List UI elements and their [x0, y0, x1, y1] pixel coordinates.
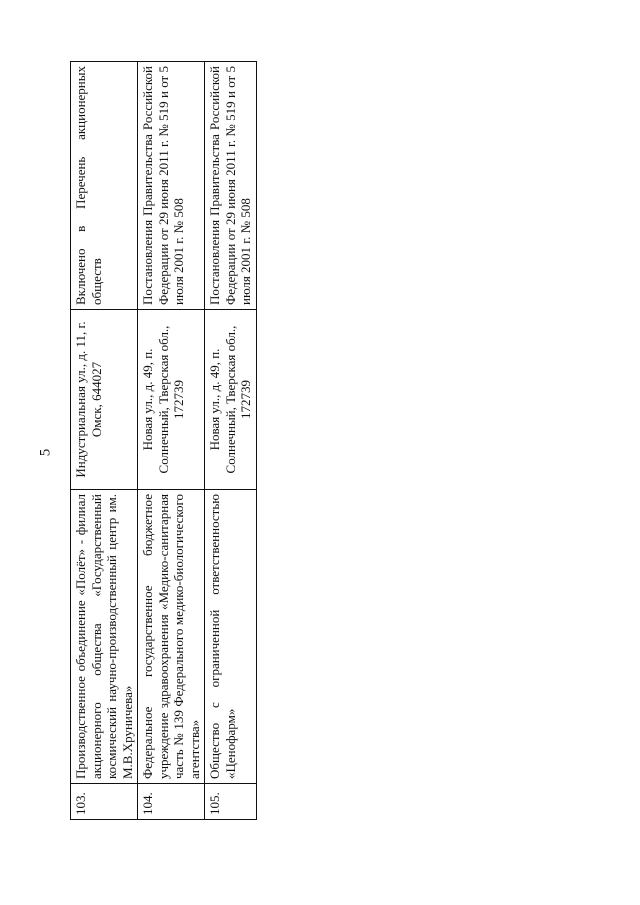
page-number: 5 — [37, 448, 54, 457]
organization-name: Производственное объединение «Полёт» - филиал акционерного общества «Государственный космический научно-производственный центр им. М.В.Хруничева» — [71, 490, 138, 784]
organization-address: Новая ул., д. 49, п. Солнечный, Тверская обл., 172739 — [138, 310, 205, 490]
organization-address: Новая ул., д. 49, п. Солнечный, Тверская обл., 172739 — [205, 310, 257, 490]
organization-name: Федеральное государственное бюджетное учреждение здравоохранения «Медико-санитарная часть № 139 Федерального медико-биологического агентства» — [138, 490, 205, 784]
inclusion-basis: Постановления Правительства Российской Федерации от 29 июня 2011 г. № 519 и от 5 июля 2001 г. № 508 — [205, 62, 257, 310]
rotated-table-container — [70, 62, 253, 820]
table-row — [138, 62, 205, 820]
organization-address: Индустриальная ул., д. 11, г. Омск, 644027 — [71, 310, 138, 490]
organization-name: Общество с ограниченной ответственностью «Ценофарм» — [205, 490, 257, 784]
registry-table — [70, 61, 257, 820]
inclusion-basis: Постановления Правительства Российской Федерации от 29 июня 2011 г. № 519 и от 5 июля 2001 г. № 508 — [138, 62, 205, 310]
table-row — [205, 62, 257, 820]
row-number: 103. — [71, 784, 138, 820]
document-table-area — [70, 62, 253, 820]
row-number: 104. — [138, 784, 205, 820]
table-row — [71, 62, 138, 820]
inclusion-basis: Включено в Перечень акционерных обществ — [71, 62, 138, 310]
row-number: 105. — [205, 784, 257, 820]
